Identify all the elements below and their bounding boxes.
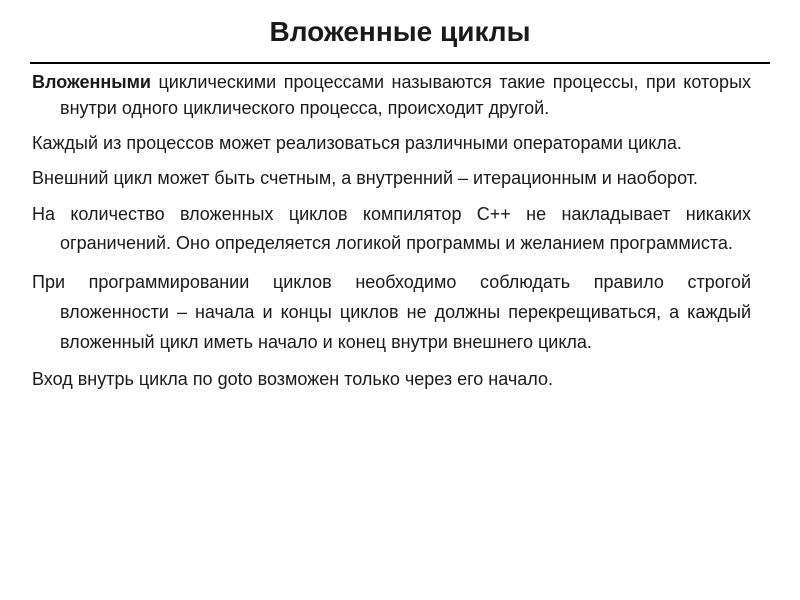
- paragraph-strict-nesting: При программировании циклов необходимо соблюдать правило строгой вложенности – начала и концы циклов не должны перекрещиваться, а каждый вложенный цикл иметь начало и конец внутри внешнего цикла.: [32, 272, 751, 352]
- definition-text: циклическими процессами называются такие процессы, при которых внутри одного циклического процесса, происходит другой.: [60, 72, 751, 118]
- definition-term: Вложенными: [32, 72, 151, 92]
- slide-body: [32, 69, 751, 401]
- paragraph-goto: Вход внутрь цикла по goto возможен только через его начало.: [32, 369, 553, 389]
- paragraph-operators: Каждый из процессов может реализоваться различными операторами цикла.: [32, 133, 682, 153]
- title-divider: [30, 62, 770, 64]
- paragraph-outer-inner: Внешний цикл может быть счетным, а внутренний – итерационным и наоборот.: [32, 168, 698, 188]
- paragraph-nesting-limit: На количество вложенных циклов компилятор С++ не накладывает никаких ограничений. Оно определяется логикой программы и желанием программиста.: [32, 204, 751, 253]
- slide-title: Вложенные циклы: [269, 16, 531, 47]
- paragraph-definition: [32, 69, 751, 121]
